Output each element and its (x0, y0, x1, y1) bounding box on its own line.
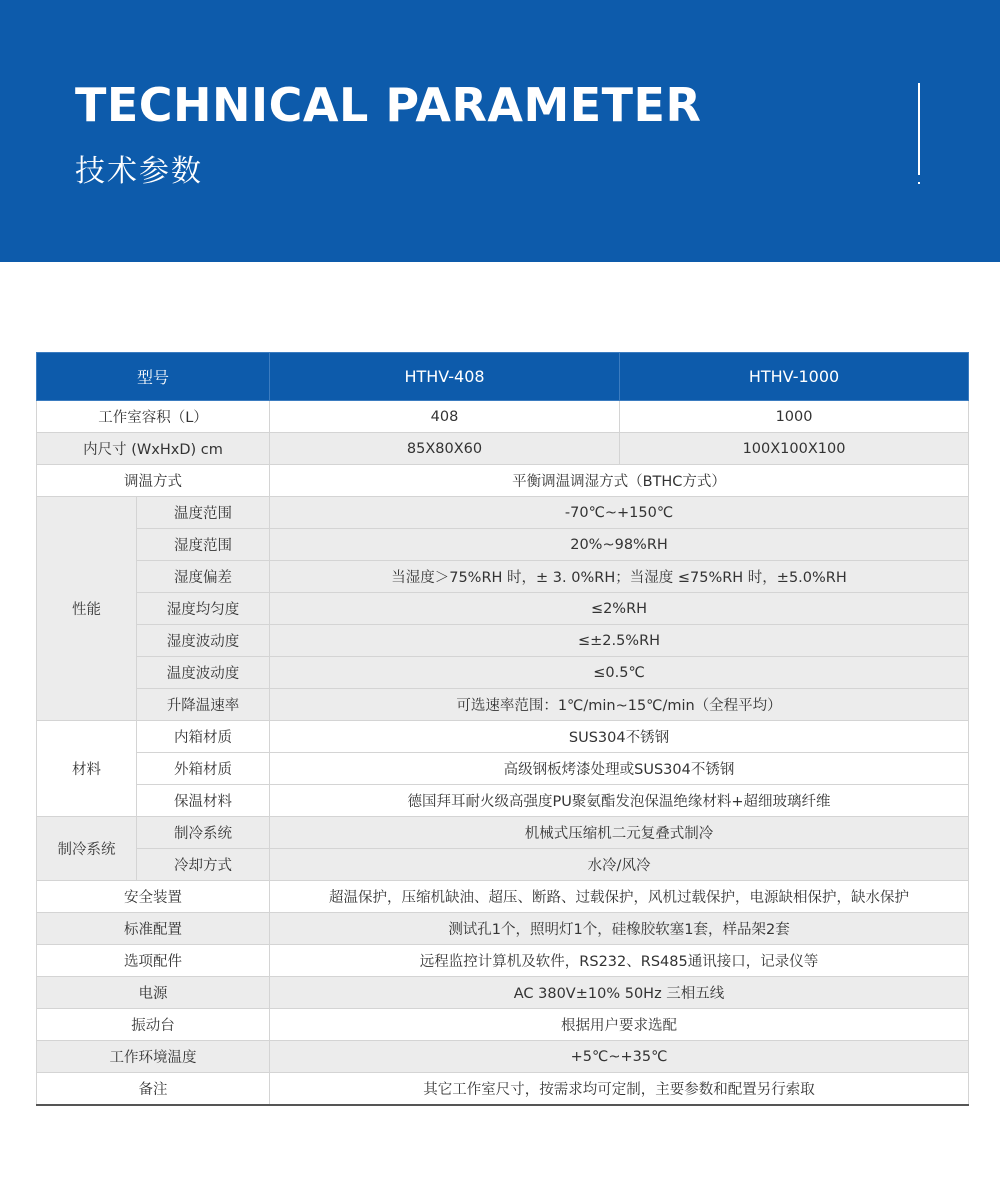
row-label: 标准配置 (37, 913, 270, 945)
row-label: 工作室容积（L） (37, 401, 270, 433)
row-label: 备注 (37, 1073, 270, 1105)
row-label: 工作环境温度 (37, 1041, 270, 1073)
cell-value: 1000 (620, 401, 969, 433)
table-row (37, 1009, 969, 1041)
row-label: 选项配件 (37, 945, 270, 977)
table-row (37, 785, 969, 817)
table-row (37, 1041, 969, 1073)
row-label: 温度范围 (137, 497, 270, 529)
header-model-b: HTHV-1000 (620, 353, 969, 401)
row-label: 制冷系统 (137, 817, 270, 849)
table-row (37, 721, 969, 753)
group-label-cooling: 制冷系统 (37, 817, 137, 881)
page-title: TECHNICAL PARAMETER (75, 78, 702, 132)
cell-value: 408 (270, 401, 620, 433)
cell-value: ≤2%RH (270, 593, 969, 625)
table-row (37, 433, 969, 465)
cell-value: 根据用户要求选配 (270, 1009, 969, 1041)
cell-value: 当湿度＞75%RH 时，± 3. 0%RH；当湿度 ≤75%RH 时，±5.0%RH (270, 561, 969, 593)
table-row (37, 849, 969, 881)
cell-value: +5℃~+35℃ (270, 1041, 969, 1073)
row-label: 湿度范围 (137, 529, 270, 561)
table-row (37, 593, 969, 625)
row-label: 电源 (37, 977, 270, 1009)
table-row (37, 689, 969, 721)
table-row (37, 497, 969, 529)
header-model-a: HTHV-408 (270, 353, 620, 401)
decorative-divider (918, 83, 920, 175)
row-label: 保温材料 (137, 785, 270, 817)
group-label-material: 材料 (37, 721, 137, 817)
table-row (37, 401, 969, 433)
table-row (37, 561, 969, 593)
cell-value: 其它工作室尺寸，按需求均可定制，主要参数和配置另行索取 (270, 1073, 969, 1105)
cell-value: 20%~98%RH (270, 529, 969, 561)
cell-value: -70℃~+150℃ (270, 497, 969, 529)
cell-value: AC 380V±10% 50Hz 三相五线 (270, 977, 969, 1009)
parameter-table (36, 352, 969, 1106)
row-label: 调温方式 (37, 465, 270, 497)
table-row (37, 753, 969, 785)
cell-value: 水冷/风冷 (270, 849, 969, 881)
table-row (37, 625, 969, 657)
table-row (37, 817, 969, 849)
cell-value: 高级钢板烤漆处理或SUS304不锈钢 (270, 753, 969, 785)
table-row (37, 977, 969, 1009)
cell-value: 可选速率范围：1℃/min~15℃/min（全程平均） (270, 689, 969, 721)
row-label: 湿度均匀度 (137, 593, 270, 625)
table-row (37, 529, 969, 561)
table-row (37, 881, 969, 913)
page-subtitle: 技术参数 (75, 154, 203, 189)
table-row (37, 945, 969, 977)
row-label: 内箱材质 (137, 721, 270, 753)
cell-value: 测试孔1个，照明灯1个，硅橡胶软塞1套，样品架2套 (270, 913, 969, 945)
decorative-dot (918, 182, 920, 184)
cell-value: ≤±2.5%RH (270, 625, 969, 657)
row-label: 外箱材质 (137, 753, 270, 785)
cell-value: ≤0.5℃ (270, 657, 969, 689)
row-label: 振动台 (37, 1009, 270, 1041)
table-header-row (37, 353, 969, 401)
group-label-performance: 性能 (37, 497, 137, 721)
table-row (37, 1073, 969, 1105)
cell-value: 远程监控计算机及软件，RS232、RS485通讯接口，记录仪等 (270, 945, 969, 977)
row-label: 升降温速率 (137, 689, 270, 721)
header-model-label: 型号 (37, 353, 270, 401)
cell-value: 德国拜耳耐火级高强度PU聚氨酯发泡保温绝缘材料+超细玻璃纤维 (270, 785, 969, 817)
row-label: 温度波动度 (137, 657, 270, 689)
row-label: 内尺寸 (WxHxD) cm (37, 433, 270, 465)
row-label: 安全装置 (37, 881, 270, 913)
table-row (37, 465, 969, 497)
cell-value: 100X100X100 (620, 433, 969, 465)
cell-value: SUS304不锈钢 (270, 721, 969, 753)
cell-value: 平衡调温调湿方式（BTHC方式） (270, 465, 969, 497)
cell-value: 超温保护，压缩机缺油、超压、断路、过载保护，风机过载保护，电源缺相保护，缺水保护 (270, 881, 969, 913)
row-label: 湿度波动度 (137, 625, 270, 657)
table-row (37, 913, 969, 945)
row-label: 冷却方式 (137, 849, 270, 881)
cell-value: 机械式压缩机二元复叠式制冷 (270, 817, 969, 849)
cell-value: 85X80X60 (270, 433, 620, 465)
row-label: 湿度偏差 (137, 561, 270, 593)
header-banner (0, 0, 1000, 262)
table-row (37, 657, 969, 689)
